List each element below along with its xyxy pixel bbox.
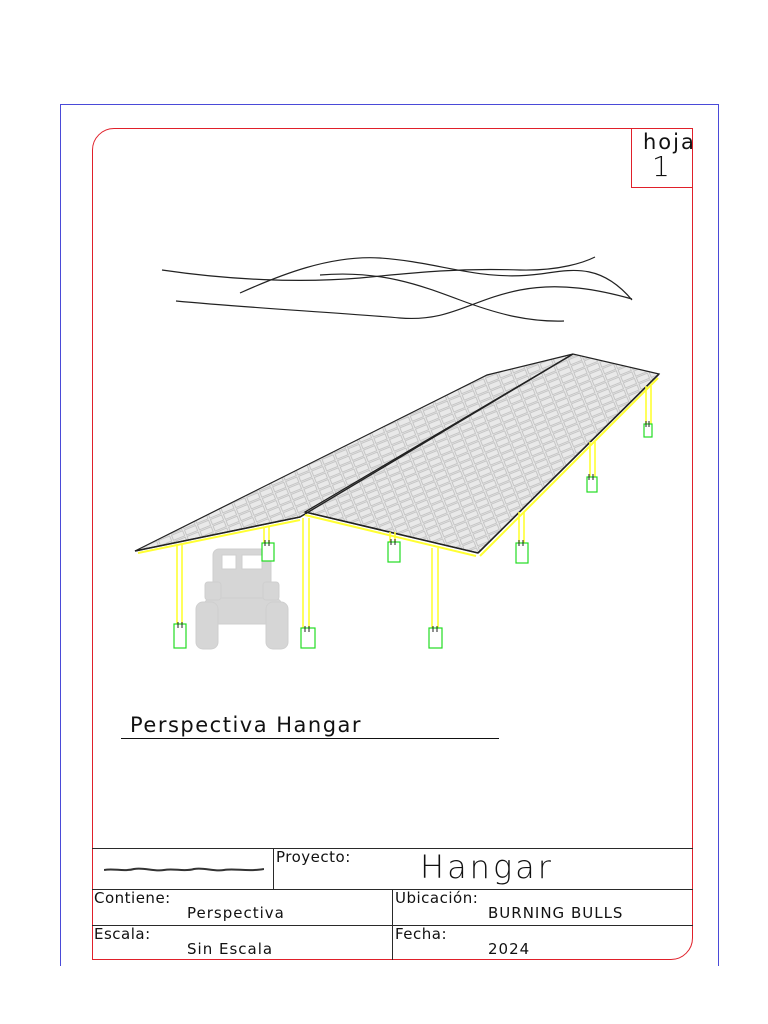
title-block-top-line — [92, 848, 693, 849]
drawing-caption: Perspectiva Hangar — [130, 713, 363, 737]
footing — [174, 624, 186, 648]
contiene-label: Contiene: — [94, 889, 171, 907]
fecha-label: Fecha: — [395, 925, 448, 943]
caption-underline — [121, 738, 499, 739]
fecha-value: 2024 — [488, 940, 531, 958]
tractor-silhouette — [196, 549, 288, 649]
footing — [516, 543, 528, 563]
contiene-value: Perspectiva — [187, 904, 285, 922]
title-block-divider — [273, 848, 274, 889]
footing — [429, 628, 442, 648]
footing — [388, 542, 400, 562]
title-block-divider — [392, 889, 393, 960]
footing — [644, 424, 652, 437]
ubicacion-label: Ubicación: — [395, 889, 479, 907]
sky-line — [240, 258, 632, 300]
signature-scribble — [104, 866, 264, 874]
proyecto-value: Hangar — [420, 848, 554, 886]
sheet-label: hoja — [643, 130, 696, 154]
escala-label: Escala: — [94, 925, 151, 943]
escala-value: Sin Escala — [187, 940, 274, 958]
proyecto-label: Proyecto: — [276, 848, 351, 866]
ubicacion-value: BURNING BULLS — [488, 904, 624, 922]
footing — [301, 628, 315, 648]
sheet-number: 1 — [652, 150, 670, 183]
sky-lines — [162, 257, 632, 321]
footing — [262, 543, 274, 561]
